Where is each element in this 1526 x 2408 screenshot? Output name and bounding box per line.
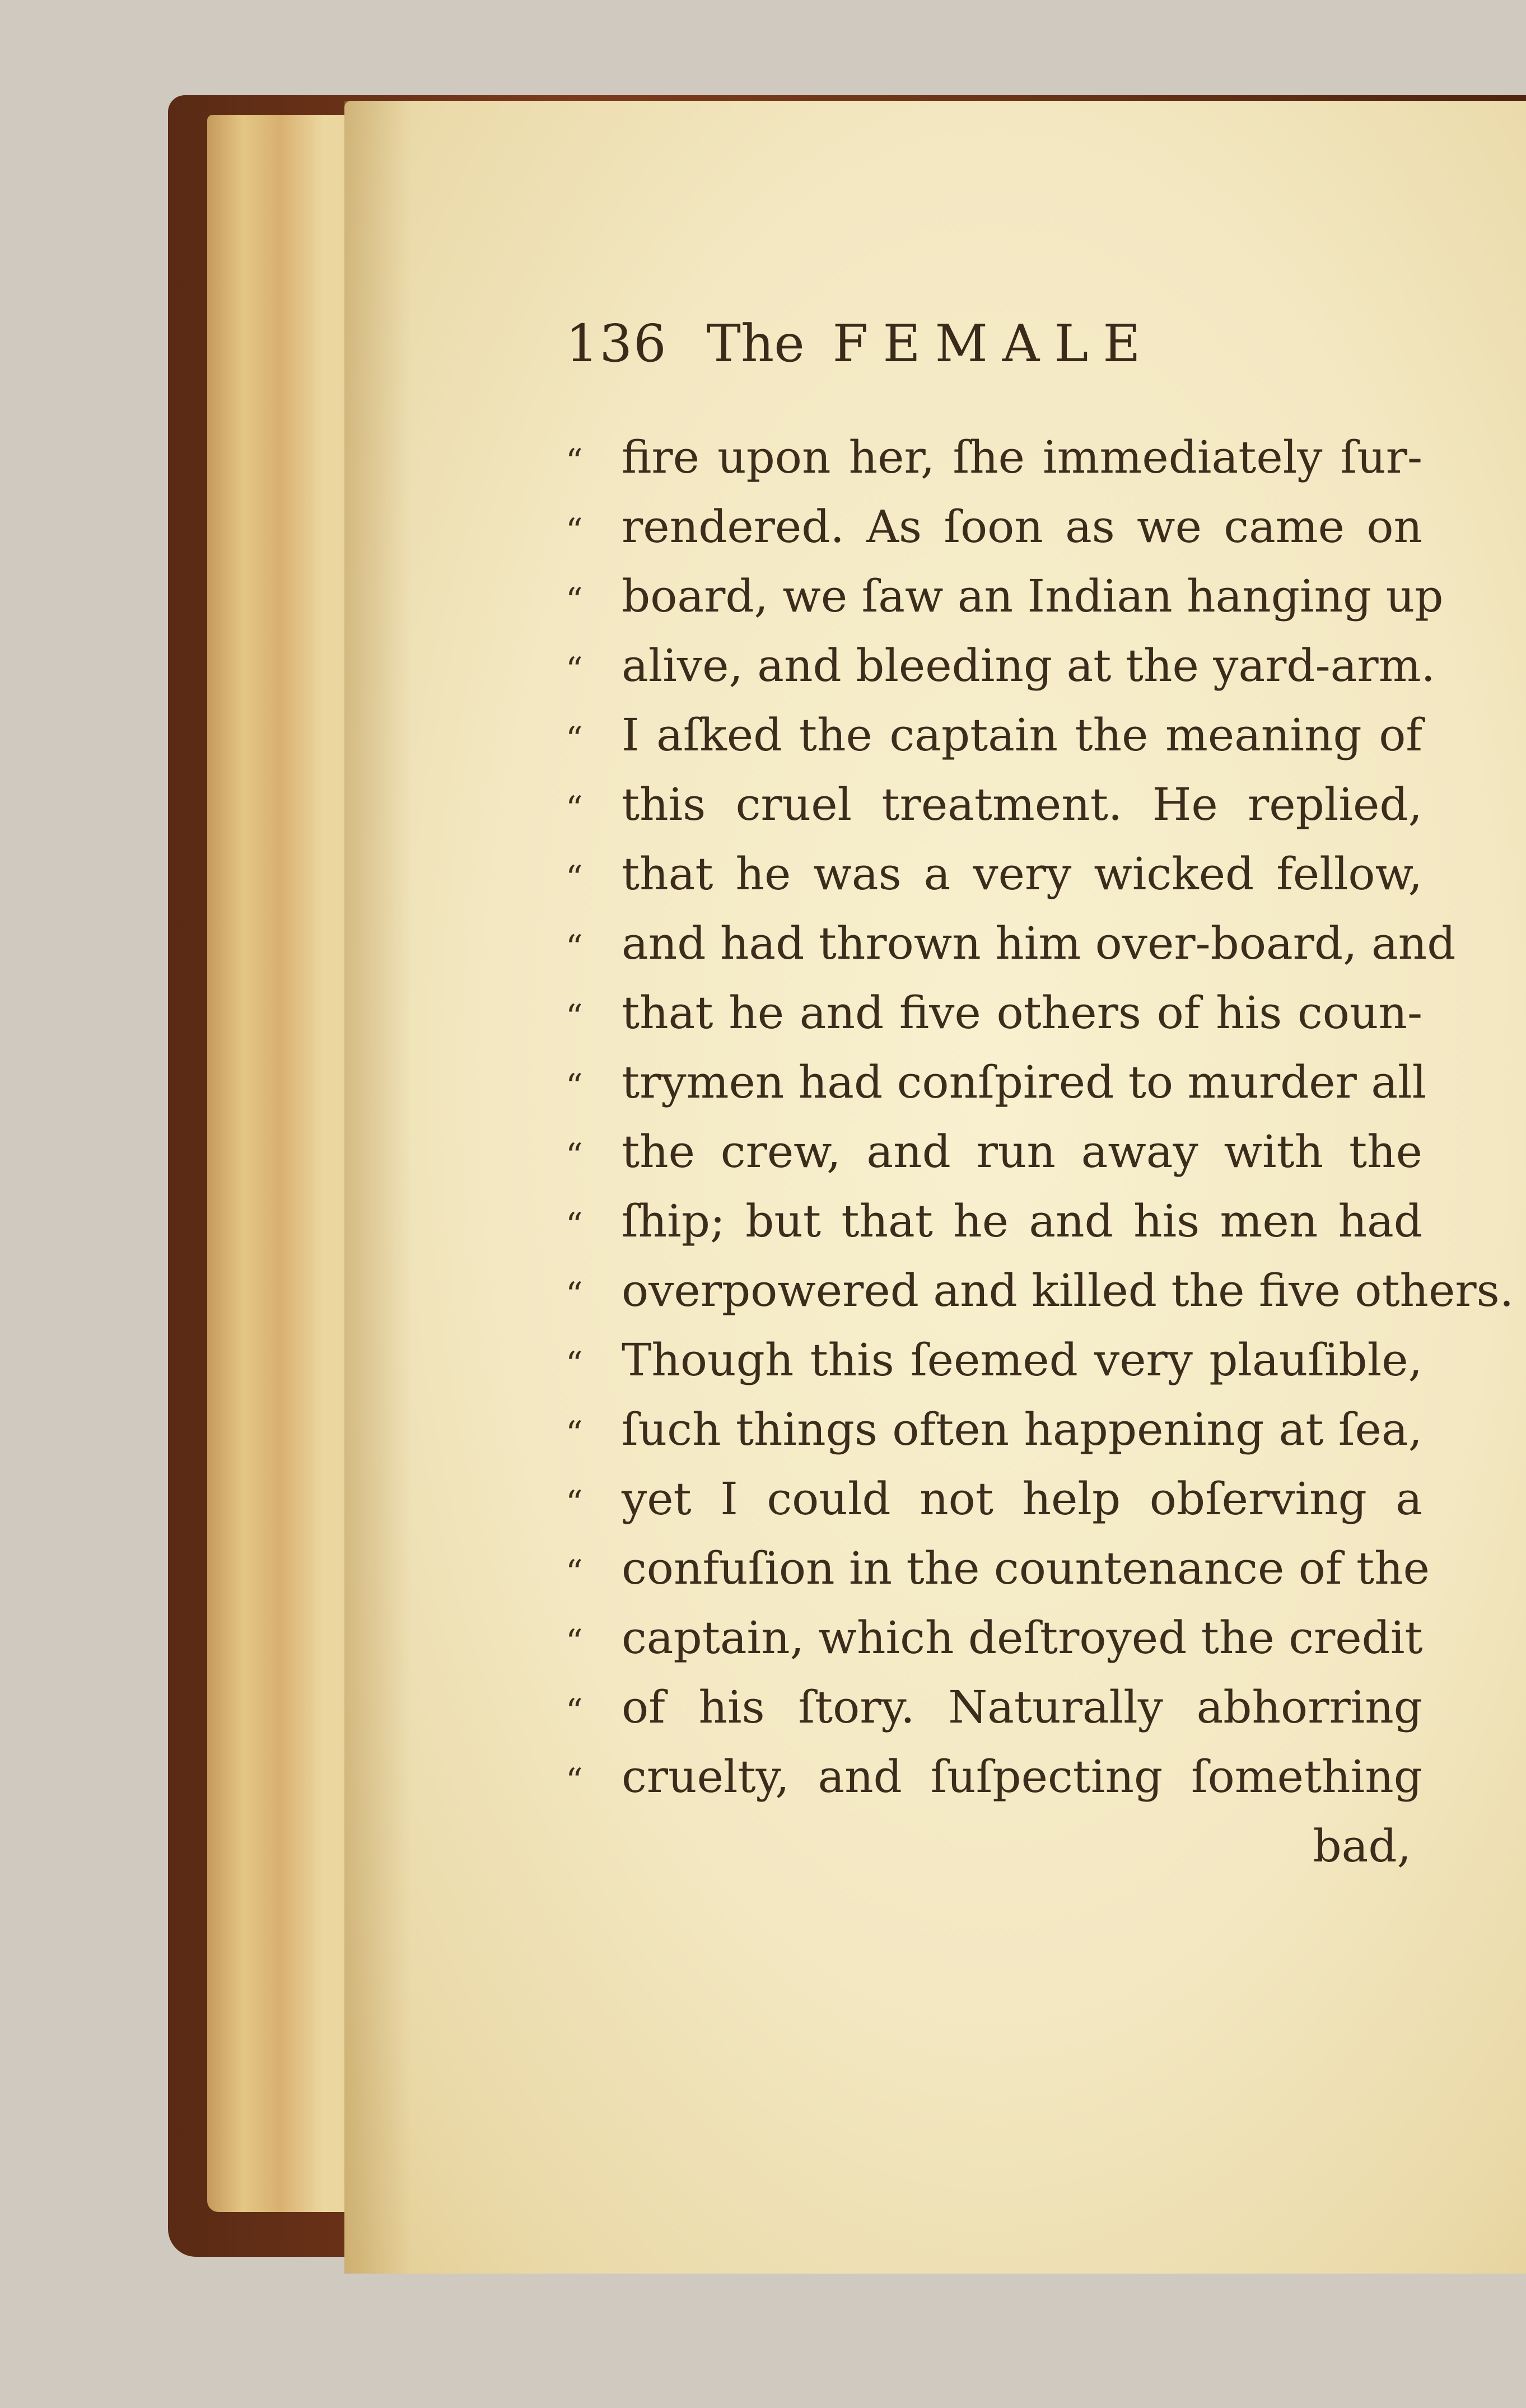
line-text: rendered. As ſoon as we came on bbox=[622, 501, 1422, 553]
text-line bbox=[566, 778, 1422, 848]
quote-mark: “ bbox=[566, 650, 583, 689]
text-line bbox=[566, 501, 1422, 570]
line-text: that he was a very wicked fellow, bbox=[622, 848, 1422, 900]
text-line bbox=[566, 1751, 1422, 1820]
running-head bbox=[566, 314, 1155, 392]
text-line bbox=[566, 1126, 1422, 1195]
quote-mark: “ bbox=[566, 1275, 583, 1314]
quote-mark: “ bbox=[566, 1414, 583, 1453]
line-text: I aſked the captain the meaning of bbox=[622, 709, 1422, 761]
quote-mark: “ bbox=[566, 1345, 583, 1384]
text-line bbox=[566, 1264, 1514, 1334]
running-title-the: The bbox=[706, 314, 805, 374]
line-text: ſuch things often happening at ſea, bbox=[622, 1403, 1422, 1455]
text-line bbox=[566, 709, 1422, 778]
text-line bbox=[566, 1681, 1422, 1751]
quote-mark: “ bbox=[566, 581, 583, 620]
quote-mark: “ bbox=[566, 720, 583, 759]
quote-mark: “ bbox=[566, 789, 583, 828]
text-block bbox=[566, 431, 1514, 1889]
text-line bbox=[566, 570, 1444, 640]
running-title-female: FEMALE bbox=[832, 314, 1155, 374]
text-line bbox=[566, 1056, 1427, 1126]
quote-mark: “ bbox=[566, 1692, 583, 1731]
text-line bbox=[566, 987, 1422, 1056]
text-line bbox=[566, 640, 1435, 709]
line-text: trymen had conſpired to murder all bbox=[622, 1056, 1427, 1108]
quote-mark: “ bbox=[566, 928, 583, 967]
text-line bbox=[566, 431, 1422, 501]
quote-mark: “ bbox=[566, 858, 583, 898]
text-line bbox=[566, 1612, 1422, 1681]
quote-mark: “ bbox=[566, 442, 583, 481]
text-line bbox=[566, 848, 1422, 917]
line-text: overpowered and killed the five others. bbox=[622, 1264, 1514, 1317]
line-text: the crew, and run away with the bbox=[622, 1126, 1422, 1178]
quote-mark: “ bbox=[566, 997, 583, 1037]
line-text: cruelty, and ſuſpecting ſomething bbox=[622, 1751, 1422, 1803]
line-text: alive, and bleeding at the yard-arm. bbox=[622, 640, 1435, 692]
line-text: of his ſtory. Naturally abhorring bbox=[622, 1681, 1422, 1733]
text-line bbox=[566, 1542, 1430, 1612]
line-text: fire upon her, ſhe immediately ſur- bbox=[622, 431, 1422, 483]
line-text: board, we ſaw an Indian hanging up bbox=[622, 570, 1444, 622]
quote-mark: “ bbox=[566, 1483, 583, 1523]
text-line bbox=[566, 1334, 1422, 1403]
line-text: ſhip; but that he and his men had bbox=[622, 1195, 1422, 1247]
quote-mark: “ bbox=[566, 1761, 583, 1800]
quote-mark: “ bbox=[566, 1553, 583, 1592]
quote-mark: “ bbox=[566, 1067, 583, 1106]
page-number: 136 bbox=[566, 314, 668, 374]
line-text: Though this ſeemed very plauſible, bbox=[622, 1334, 1422, 1386]
line-text: and had thrown him over-board, and bbox=[622, 917, 1456, 969]
quote-mark: “ bbox=[566, 1206, 583, 1245]
text-line bbox=[566, 917, 1456, 987]
quote-mark: “ bbox=[566, 511, 583, 550]
page-edges bbox=[207, 115, 353, 2212]
line-text: confuſion in the countenance of the bbox=[622, 1542, 1430, 1594]
line-text: that he and five others of his coun- bbox=[622, 987, 1422, 1039]
quote-mark: “ bbox=[566, 1136, 583, 1175]
catchword-text: bad, bbox=[1313, 1820, 1411, 1872]
catchword bbox=[566, 1820, 1422, 1889]
text-line bbox=[566, 1195, 1422, 1264]
line-text: captain, which deſtroyed the credit bbox=[622, 1612, 1423, 1664]
text-line bbox=[566, 1403, 1422, 1473]
line-text: yet I could not help obſerving a bbox=[622, 1473, 1422, 1525]
text-line bbox=[566, 1473, 1422, 1542]
line-text: this cruel treatment. He replied, bbox=[622, 778, 1422, 830]
quote-mark: “ bbox=[566, 1622, 583, 1662]
